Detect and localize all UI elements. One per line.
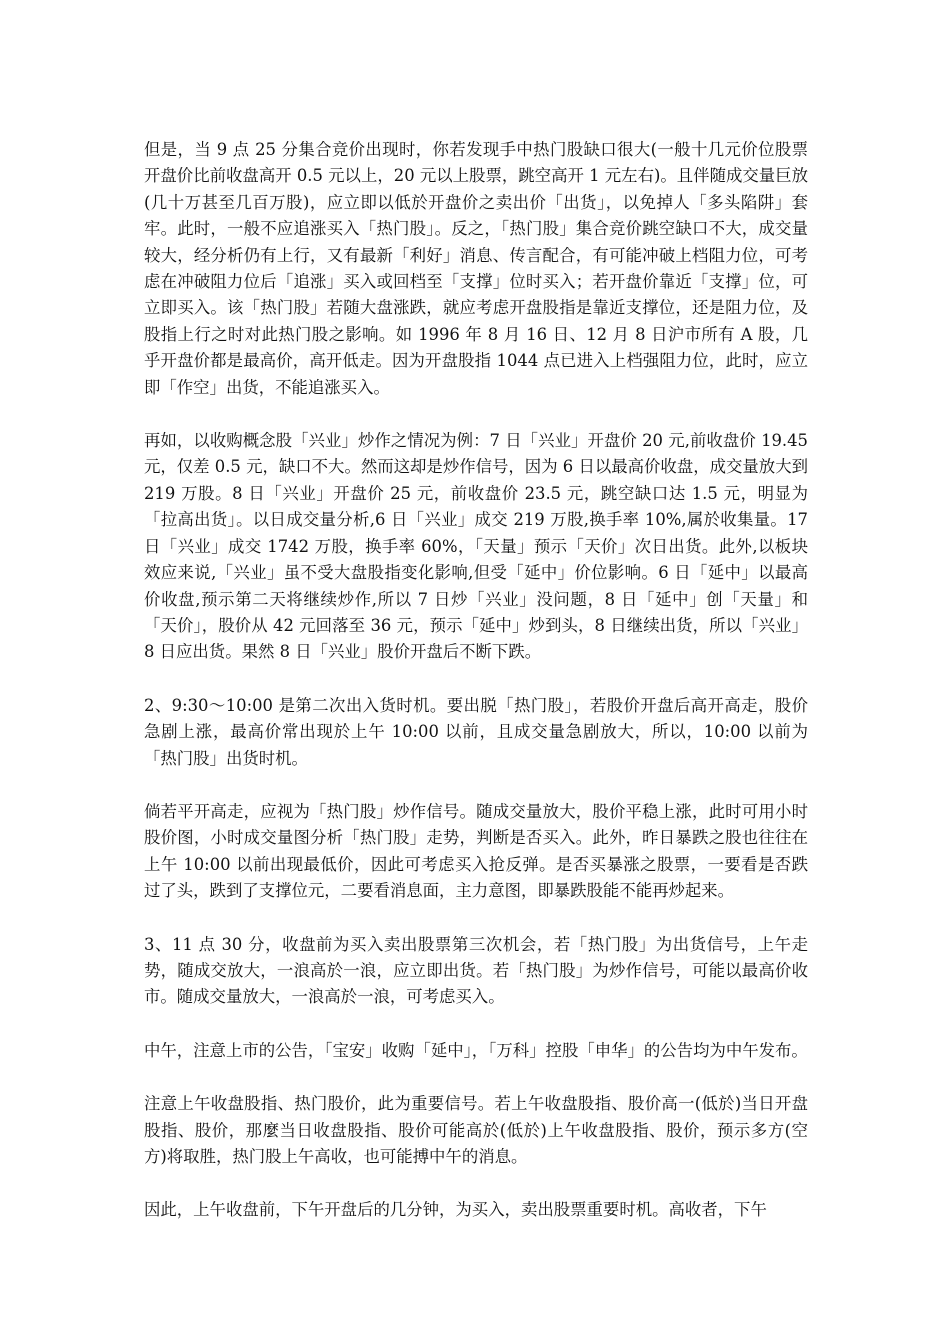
paragraph-flat-open: 倘若平开高走，应视为「热门股」炒作信号。随成交量放大，股价平稳上涨，此时可用小时股价图，小时成交量图分析「热门股」走势，判断是否买入。此外，昨日暴跌之股也往往在上午 10:00 以前出现最低价，因此可考虑买入抢反弹。是否买暴涨之股票，一要看是否跌过了头，跌到了支撑位元，二要看消息面，主力意图，即暴跌股能不能再炒起来。 xyxy=(144,801,808,901)
paragraph-xingye-example: 再如，以收购概念股「兴业」炒作之情况为例：7 日「兴业」开盘价 20 元,前收盘价 19.45 元，仅差 0.5 元，缺口不大。然而这却是炒作信号，因为 6 日以最高价收盘，成交量放大到 219 万股。8 日「兴业」开盘价 25 元，前收盘价 23.5 元，跳空缺口达 1.5 元，明显为「拉高出货」。以日成交量分析,6 日「兴业」成交 219 万股,换手率 10%,属於收集量。17 日「兴业」成交 1742 万股，换手率 60%，「天量」预示「天价」次日出货。此外,以板块效应来说,「兴业」虽不受大盘股指变化影响,但受「延中」价位影响。6 日「延中」以最高价收盘,预示第二天将继续炒作,所以 7 日炒「兴业」没问题，8 日「延中」创「天量」和「天价」，股价从 42 元回落至 36 元，预示「延中」炒到头，8 日继续出货，所以「兴业」8 日应出货。果然 8 日「兴业」股价开盘后不断下跌。 xyxy=(144,431,808,662)
paragraph-noon-announcements: 中午，注意上市的公告，「宝安」收购「延中」，「万科」控股「申华」的公告均为中午发布。 xyxy=(144,1040,808,1060)
paragraph-closing-timing: 因此，上午收盘前，下午开盘后的几分钟，为买入，卖出股票重要时机。高收者，下午 xyxy=(144,1200,767,1220)
paragraph-morning-close-signal: 注意上午收盘股指、热门股价，此为重要信号。若上午收盘股指、股价高一(低於)当日开盘股指、股价，那麼当日收盘股指、股价可能高於(低於)上午收盘股指、股价，预示多方(空方)将取胜，热门股上午高收，也可能搏中午的消息。 xyxy=(144,1094,808,1166)
paragraph-opening-auction: 但是，当 9 点 25 分集合竞价出现时，你若发现手中热门股缺口很大(一般十几元价位股票开盘价比前收盘高开 0.5 元以上，20 元以上股票，跳空高开 1 元左右)。且伴随成交量巨放(几十万甚至几百万股)，应立即以低於开盘价之卖出价「出货」，以免掉人「多头陷阱」套牢。此时，一般不应追涨买入「热门股」。反之，「热门股」集合竞价跳空缺口不大，成交量较大，经分析仍有上行，又有最新「利好」消息、传言配合，有可能冲破上档阻力位，可考虑在冲破阻力位后「追涨」买入或回档至「支撑」位时买入；若开盘价靠近「支撑」位，可立即买入。该「热门股」若随大盘涨跌，就应考虑开盘股指是靠近支撑位，还是阻力位，及股指上行之时对此热门股之影响。如 1996 年 8 月 16 日、12 月 8 日沪市所有 A 股，几乎开盘价都是最高价，高开低走。因为开盘股指 1044 点已进入上档强阻力位，此时，应立即「作空」出货，不能追涨买入。 xyxy=(144,140,808,397)
paragraph-third-window: 3、11 点 30 分，收盘前为买入卖出股票第三次机会，若「热门股」为出货信号，上午走势，随成交放大，一浪高於一浪，应立即出货。若「热门股」为炒作信号，可能以最高价收市。随成交量放大，一浪高於一浪，可考虑买入。 xyxy=(144,934,808,1007)
paragraph-second-window: 2、9:30～10:00 是第二次出入货时机。要出脱「热门股」，若股价开盘后高开高走，股价急剧上涨，最高价常出现於上午 10:00 以前，且成交量急剧放大，所以，10:00 以前为「热门股」出货时机。 xyxy=(144,695,808,768)
